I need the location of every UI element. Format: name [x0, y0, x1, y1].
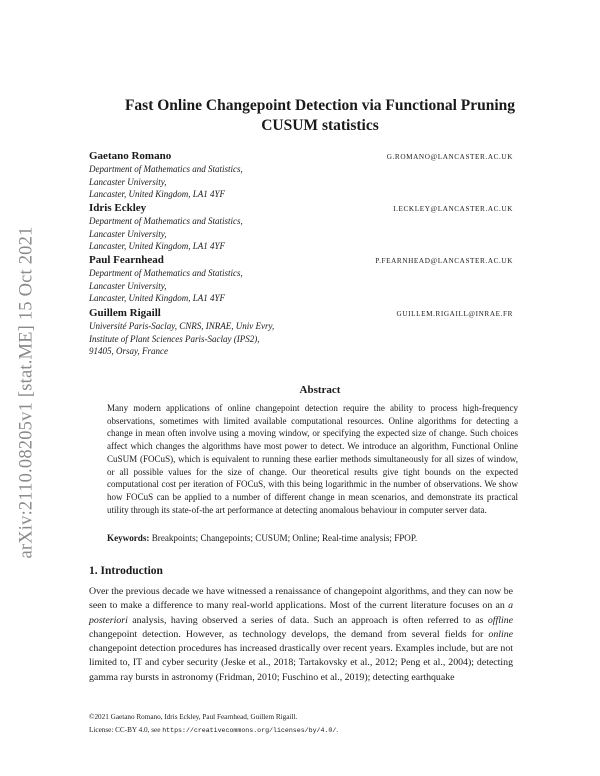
author-email[interactable]: GUILLEM.RIGAILL@INRAE.FR — [396, 310, 513, 318]
keywords-label: Keywords: — [107, 533, 150, 543]
author-affiliation — [89, 215, 513, 253]
arxiv-identifier-stamp — [12, 205, 42, 580]
license-prefix: License: CC-BY 4.0, see — [89, 725, 163, 734]
author-block — [89, 254, 513, 305]
intro-emphasis: online — [488, 628, 513, 640]
affiliation-line: Department of Mathematics and Statistics, — [89, 268, 243, 278]
author-name: Guillem Rigaill — [89, 307, 161, 319]
license-notice — [89, 724, 519, 738]
arxiv-identifier-text: arXiv:2110.08205v1 [stat.ME] 15 Oct 2021 — [16, 226, 37, 559]
affiliation-line: Université Paris-Saclay, CNRS, INRAE, Univ Evry, — [89, 321, 275, 331]
footer — [89, 711, 519, 737]
affiliation-line: Lancaster University, — [89, 176, 167, 187]
author-email[interactable]: G.ROMANO@LANCASTER.AC.UK — [386, 153, 513, 161]
paper-title-line-1: Fast Online Changepoint Detection via Functional Pruning — [124, 97, 516, 114]
affiliation-line: Lancaster, United Kingdom, LA1 4YF — [89, 189, 226, 200]
affiliation-line: Lancaster University, — [89, 280, 167, 291]
intro-text: changepoint detection procedures has increased drastically over recent years. Examples include, but are not limited to, IT and cyber security (Jeske et al., 2018; Tartakovsky et al., 2012; Peng et al., 2004); detecting gamma ray bursts in astronomy (Fridman, 2010; Fuschino et al., 2019); detecting earthquake — [89, 643, 513, 683]
author-affiliation — [89, 163, 513, 201]
intro-text: changepoint detection. However, as technology develops, the demand from several fields for — [89, 628, 489, 640]
author-name: Paul Fearnhead — [89, 254, 164, 266]
intro-emphasis: a posteriori — [89, 600, 513, 626]
author-name: Gaetano Romano — [89, 150, 172, 162]
author-block — [89, 307, 513, 358]
affiliation-line: Department of Mathematics and Statistics, — [89, 164, 243, 174]
keywords-list: Breakpoints; Changepoints; CUSUM; Online; Real-time analysis; FPOP. — [151, 533, 418, 543]
keywords-line — [107, 533, 518, 543]
section-heading-introduction: 1. Introduction — [89, 565, 163, 577]
paper-title-line-2: CUSUM statistics — [261, 117, 379, 134]
affiliation-line: Department of Mathematics and Statistics, — [89, 216, 243, 226]
paper-title — [60, 96, 580, 136]
intro-emphasis: offline — [487, 614, 513, 626]
introduction-paragraph — [89, 585, 513, 685]
author-email[interactable]: I.ECKLEY@LANCASTER.AC.UK — [393, 205, 513, 213]
author-block — [89, 202, 513, 253]
author-email[interactable]: P.FEARNHEAD@LANCASTER.AC.UK — [375, 257, 513, 265]
intro-text: analysis, having observed a series of data. Such an approach is often referred to as — [127, 614, 488, 626]
intro-text: Over the previous decade we have witnessed a renaissance of changepoint algorithms, and they can now be seen to make a difference to many real-world applications. Most of the current literature focuses on an — [89, 586, 513, 612]
affiliation-line: Lancaster, United Kingdom, LA1 4YF — [89, 241, 226, 252]
license-suffix: . — [336, 725, 339, 734]
author-affiliation — [89, 320, 513, 358]
affiliation-line: Lancaster, United Kingdom, LA1 4YF — [89, 293, 226, 304]
affiliation-line: 91405, Orsay, France — [89, 346, 168, 357]
license-link[interactable]: https://creativecommons.org/licenses/by/4.0/ — [162, 726, 337, 734]
affiliation-line: Lancaster University, — [89, 228, 167, 239]
abstract-heading: Abstract — [299, 384, 341, 396]
affiliation-line: Institute of Plant Sciences Paris-Saclay (IPS2), — [89, 333, 260, 344]
author-block — [89, 150, 513, 201]
abstract-body: Many modern applications of online changepoint detection require the ability to process high-frequency observations, sometimes with limited available computational resources. Online algorithms for detecting a change in mean often involve using a moving window, or specifying the expected size of change. Such choices affect which changes the algorithms have most power to detect. We introduce an algorithm, Functional Online CuSUM (FOCuS), which is equivalent to running these earlier methods simultaneously for all sizes of window, or all possible values for the size of change. Our theoretical results give tight bounds on the expected computational cost per iteration of FOCuS, with this being logarithmic in the number of observations. We show how FOCuS can be applied to a number of different change in mean scenarios, and demonstrate its practical utility through its state-of-the art performance at detecting anomalous behaviour in computer server data. — [107, 403, 518, 515]
copyright-notice: ©2021 Gaetano Romano, Idris Eckley, Paul Fearnhead, Guillem Rigaill. — [89, 713, 298, 721]
author-name: Idris Eckley — [89, 202, 147, 214]
author-affiliation — [89, 267, 513, 305]
